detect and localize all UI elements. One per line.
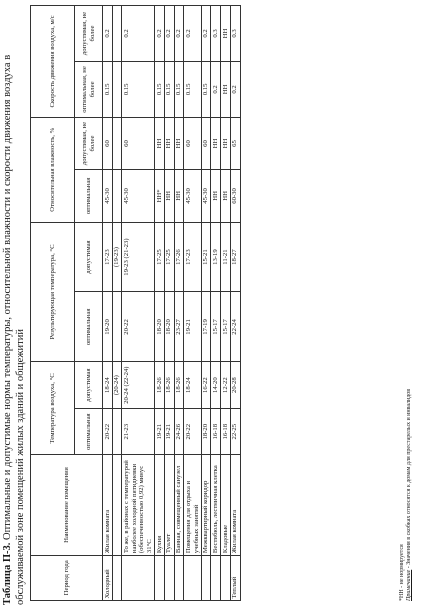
subheader-permissible: допустимая xyxy=(75,362,103,409)
cell-h-opt: НН xyxy=(174,170,184,222)
header-air-speed: Скорость движения воздуха, м/с xyxy=(31,6,75,118)
cell-t-perm: (20-24) xyxy=(112,362,122,409)
cell-r-perm: 11-21 xyxy=(221,222,231,292)
cell-h-perm: НН xyxy=(155,117,165,169)
cell-room: Помещения для отдыха и учебных занятий xyxy=(184,455,201,555)
cell-s-opt: 0.15 xyxy=(184,61,201,117)
table-row xyxy=(230,6,240,601)
cell-period xyxy=(211,555,221,600)
cell-t-opt: 20-22 xyxy=(184,408,201,455)
subheader-optimal: оптимальная xyxy=(75,292,103,362)
cell-h-opt: 60-30 xyxy=(230,170,240,222)
header-air-temp: Температура воздуха, °С xyxy=(31,362,75,455)
cell-s-perm: 0.2 xyxy=(122,6,155,62)
cell-r-opt: 18-20 xyxy=(155,292,165,362)
cell-r-perm: 18-27 xyxy=(230,222,240,292)
cell-t-opt: 21-23 xyxy=(122,408,155,455)
cell-t-opt xyxy=(112,408,122,455)
cell-t-perm: 14-20 xyxy=(211,362,221,409)
cell-period xyxy=(221,555,231,600)
table-row xyxy=(221,6,231,601)
cell-h-perm: 60 xyxy=(184,117,201,169)
cell-h-opt: НН xyxy=(211,170,221,222)
cell-s-perm: 0.2 xyxy=(103,6,113,62)
note-text: - Значения в скобках относятся к домам для престарелых и инвалидов xyxy=(406,388,413,570)
cell-t-opt: 24-26 xyxy=(174,408,184,455)
cell-s-perm: 0.3 xyxy=(230,6,240,62)
cell-s-opt: 0.2 xyxy=(211,61,221,117)
subheader-optimal-max: оптимальная, не более xyxy=(75,61,103,117)
cell-r-perm: 15-21 xyxy=(201,222,211,292)
cell-period xyxy=(112,555,122,600)
header-result-temp: Результирующая температура, °С xyxy=(31,222,75,362)
cell-s-perm: 0.2 xyxy=(155,6,165,62)
cell-room: Жилая комната xyxy=(230,455,240,555)
cell-r-perm: 17-26 xyxy=(174,222,184,292)
cell-r-perm: 19-23 (21-23) xyxy=(122,222,155,292)
cell-h-perm: 60 xyxy=(201,117,211,169)
table-row xyxy=(164,6,174,601)
cell-r-opt: 23-27 xyxy=(174,292,184,362)
cell-t-opt: 18-20 xyxy=(201,408,211,455)
cell-s-opt: 0.15 xyxy=(201,61,211,117)
cell-r-opt: 22-24 xyxy=(230,292,240,362)
cell-s-perm: 0.2 xyxy=(184,6,201,62)
subheader-optimal: оптимальная xyxy=(75,170,103,222)
cell-room: Кладовые xyxy=(221,455,231,555)
norms-table xyxy=(30,5,241,601)
cell-period xyxy=(201,555,211,600)
cell-room: Ванная, совмещенный санузел xyxy=(174,455,184,555)
cell-h-perm: НН xyxy=(211,117,221,169)
cell-h-opt: 45-30 xyxy=(122,170,155,222)
cell-r-perm: (19-23) xyxy=(112,222,122,292)
cell-room xyxy=(112,455,122,555)
cell-s-opt: 0.15 xyxy=(155,61,165,117)
cell-h-opt: 45-30 xyxy=(184,170,201,222)
header-period: Период года xyxy=(31,555,103,600)
cell-t-perm: 18-24 xyxy=(103,362,113,409)
cell-t-perm: 18-26 xyxy=(174,362,184,409)
note xyxy=(406,5,413,601)
cell-r-opt xyxy=(112,292,122,362)
cell-h-perm: НН xyxy=(164,117,174,169)
cell-r-perm: 17-25 xyxy=(164,222,174,292)
cell-h-opt: НН xyxy=(164,170,174,222)
table-row xyxy=(155,6,165,601)
table-row xyxy=(174,6,184,601)
cell-room: Кухня xyxy=(155,455,165,555)
cell-s-opt: 0.2 xyxy=(230,61,240,117)
table-title xyxy=(2,5,27,605)
cell-h-opt: НН xyxy=(221,170,231,222)
cell-t-perm: 16-22 xyxy=(201,362,211,409)
cell-s-opt: 0.15 xyxy=(164,61,174,117)
cell-room: Жилая комната xyxy=(103,455,113,555)
cell-period: Холодный xyxy=(103,555,113,600)
cell-t-perm: 20-28 xyxy=(230,362,240,409)
cell-s-opt: НН xyxy=(221,61,231,117)
cell-t-perm: 18-26 xyxy=(155,362,165,409)
cell-t-perm: 18-26 xyxy=(164,362,174,409)
cell-s-perm: 0.3 xyxy=(211,6,221,62)
cell-h-perm: 60 xyxy=(122,117,155,169)
cell-r-perm: 17-23 xyxy=(184,222,201,292)
cell-r-opt: 19-21 xyxy=(184,292,201,362)
cell-r-perm: 17-25 xyxy=(155,222,165,292)
cell-h-perm: 60 xyxy=(103,117,113,169)
cell-h-perm: НН xyxy=(174,117,184,169)
cell-r-opt: 15-17 xyxy=(211,292,221,362)
table-row xyxy=(211,6,221,601)
cell-room: Туалет xyxy=(164,455,174,555)
cell-t-opt: 19-21 xyxy=(155,408,165,455)
cell-h-perm xyxy=(112,117,122,169)
cell-room: Межквартирный коридор xyxy=(201,455,211,555)
cell-h-opt xyxy=(112,170,122,222)
cell-h-perm: НН xyxy=(221,117,231,169)
table-row xyxy=(201,6,211,601)
cell-t-opt: 19-21 xyxy=(164,408,174,455)
note-label: Примечание xyxy=(406,569,413,601)
cell-t-perm: 20-24 (22-24) xyxy=(122,362,155,409)
cell-period xyxy=(184,555,201,600)
cell-t-opt: 20-22 xyxy=(103,408,113,455)
cell-r-opt: 20-22 xyxy=(122,292,155,362)
cell-h-opt: 45-30 xyxy=(103,170,113,222)
cell-r-perm: 17-23 xyxy=(103,222,113,292)
cell-r-opt: 15-17 xyxy=(221,292,231,362)
cell-t-opt: 22-25 xyxy=(230,408,240,455)
cell-s-opt: 0.15 xyxy=(103,61,113,117)
cell-room: Вестибюль, лестничная клетка xyxy=(211,455,221,555)
table-notes xyxy=(399,5,413,601)
table-row xyxy=(103,6,113,601)
table-row xyxy=(122,6,155,601)
subheader-permissible: допустимая xyxy=(75,222,103,292)
cell-t-opt: 16-18 xyxy=(221,408,231,455)
cell-period xyxy=(174,555,184,600)
cell-h-opt: 45-30 xyxy=(201,170,211,222)
cell-room: То же, в районах с температурой наиболее холодной пятидневки (обеспеченностью 0,92) минус 31°С xyxy=(122,455,155,555)
cell-t-opt: 16-18 xyxy=(211,408,221,455)
subheader-optimal: оптимальная xyxy=(75,408,103,455)
cell-s-perm: 0.2 xyxy=(164,6,174,62)
cell-s-perm: 0.2 xyxy=(174,6,184,62)
cell-r-opt: 19-20 xyxy=(103,292,113,362)
header-humidity: Относительная влажность, % xyxy=(31,117,75,222)
cell-r-opt: 18-20 xyxy=(164,292,174,362)
cell-period: Теплый xyxy=(230,555,240,600)
table-title-text: Оптимальные и допустимые нормы температуры, относительной влажности и скорости движения воздуха в обслуживаемой зоне помещений жилых зданий и общежитий xyxy=(2,54,26,605)
cell-r-perm: 13-19 xyxy=(211,222,221,292)
table-row xyxy=(184,6,201,601)
cell-s-perm: 0.2 xyxy=(201,6,211,62)
cell-period xyxy=(155,555,165,600)
cell-s-opt xyxy=(112,61,122,117)
cell-s-perm xyxy=(112,6,122,62)
cell-h-opt: НН* xyxy=(155,170,165,222)
cell-s-opt: 0.15 xyxy=(122,61,155,117)
table-row xyxy=(112,6,122,601)
cell-t-perm: 12-22 xyxy=(221,362,231,409)
footnote: *НН - не нормируется xyxy=(399,544,405,601)
cell-t-perm: 18-24 xyxy=(184,362,201,409)
table-title-label: Таблица П-3. xyxy=(2,542,13,605)
cell-r-opt: 17-19 xyxy=(201,292,211,362)
header-room: Наименование помещения xyxy=(31,455,103,555)
subheader-permissible-max: допустимая, не более xyxy=(75,6,103,62)
cell-s-opt: 0.15 xyxy=(174,61,184,117)
cell-period xyxy=(164,555,174,600)
cell-h-perm: 65 xyxy=(230,117,240,169)
cell-period xyxy=(122,555,155,600)
subheader-permissible-max: допустимая, не более xyxy=(75,117,103,169)
cell-s-perm: НН xyxy=(221,6,231,62)
